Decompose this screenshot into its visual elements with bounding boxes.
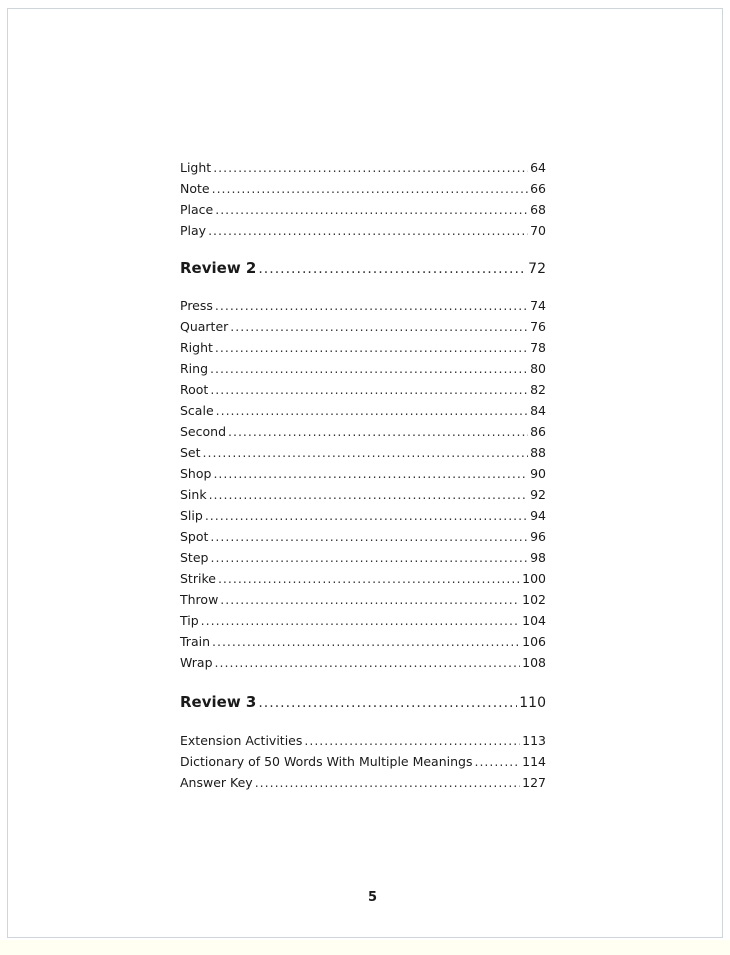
toc-leader-dots [228,424,528,439]
toc-entry-title: Dictionary of 50 Words With Multiple Meanings [180,754,473,769]
toc-group-3 [180,733,546,796]
toc-entry-page: 76 [530,319,546,334]
toc-entry-title: Sink [180,487,207,502]
toc-entry[interactable] [180,319,546,340]
toc-entry[interactable] [180,508,546,529]
toc-entry-page: 74 [530,298,546,313]
page-number: 5 [368,890,378,905]
toc-entry-page: 66 [530,181,546,196]
toc-entry-title: Set [180,445,201,460]
toc-entry[interactable] [180,340,546,361]
toc-entry[interactable] [180,403,546,424]
toc-leader-dots [218,571,520,586]
toc-leader-dots [230,319,528,334]
toc-entry-title: Place [180,202,214,217]
toc-entry[interactable] [180,655,546,676]
toc-leader-dots [208,223,528,238]
toc-leader-dots [213,160,528,175]
toc-entry-title: Scale [180,403,214,418]
toc-leader-dots [212,634,520,649]
toc-entry-title: Review 2 [180,259,257,277]
viewer-bottom-strip [0,940,730,955]
toc-review-2 [180,259,546,283]
toc-leader-dots [220,592,520,607]
toc-entry[interactable] [180,571,546,592]
toc-leader-dots [209,487,529,502]
toc-group-1 [180,160,546,244]
toc-entry-page: 78 [530,340,546,355]
toc-entry[interactable] [180,775,546,796]
toc-entry-page: 82 [530,382,546,397]
toc-entry-page: 64 [530,160,546,175]
toc-entry[interactable] [180,487,546,508]
toc-entry-review-2[interactable] [180,259,546,283]
toc-entry-title: Right [180,340,213,355]
toc-entry-title: Wrap [180,655,213,670]
toc-entry[interactable] [180,733,546,754]
toc-entry-title: Ring [180,361,209,376]
toc-leader-dots [215,340,528,355]
toc-entry-title: Extension Activities [180,733,303,748]
toc-entry-page: 90 [530,466,546,481]
toc-entry-page: 68 [530,202,546,217]
toc-entry-title: Quarter [180,319,229,334]
toc-entry-title: Train [180,634,210,649]
toc-entry[interactable] [180,466,546,487]
toc-entry-page: 104 [522,613,546,628]
toc-leader-dots [304,733,520,748]
toc-entry-page: 100 [522,571,546,586]
toc-entry-page: 108 [522,655,546,670]
toc-leader-dots [215,202,528,217]
toc-leader-dots [210,382,528,397]
toc-entry-title: Review 3 [180,693,257,711]
toc-entry[interactable] [180,634,546,655]
toc-entry-title: Note [180,181,210,196]
toc-leader-dots [258,695,517,711]
toc-entry-title: Play [180,223,207,238]
toc-entry-page: 94 [530,508,546,523]
toc-entry[interactable] [180,529,546,550]
toc-entry-title: Spot [180,529,209,544]
toc-entry[interactable] [180,592,546,613]
toc-entry-title: Second [180,424,227,439]
toc-entry[interactable] [180,160,546,181]
toc-review-3 [180,693,546,717]
toc-entry-page: 98 [530,550,546,565]
toc-leader-dots [210,361,528,376]
toc-leader-dots [213,466,528,481]
toc-group-2 [180,298,546,676]
toc-entry-title: Throw [180,592,219,607]
toc-entry-title: Root [180,382,209,397]
toc-entry-page: 102 [522,592,546,607]
toc-entry-title: Shop [180,466,212,481]
toc-entry-page: 70 [530,223,546,238]
toc-entry-review-3[interactable] [180,693,546,717]
toc-entry-page: 84 [530,403,546,418]
toc-entry[interactable] [180,202,546,223]
toc-leader-dots [201,613,520,628]
toc-entry[interactable] [180,361,546,382]
toc-entry-page: 80 [530,361,546,376]
toc-entry[interactable] [180,298,546,319]
toc-entry-page: 92 [530,487,546,502]
toc-entry[interactable] [180,223,546,244]
toc-leader-dots [205,508,528,523]
toc-entry-page: 72 [528,261,546,277]
toc-leader-dots [255,775,520,790]
toc-entry[interactable] [180,382,546,403]
toc-entry-page: 96 [530,529,546,544]
toc-leader-dots [212,181,529,196]
toc-entry-title: Press [180,298,213,313]
toc-leader-dots [474,754,520,769]
toc-entry-title: Step [180,550,209,565]
toc-leader-dots [215,298,528,313]
toc-entry[interactable] [180,445,546,466]
toc-leader-dots [215,655,521,670]
toc-entry[interactable] [180,613,546,634]
toc-leader-dots [203,445,529,460]
toc-leader-dots [216,403,528,418]
toc-leader-dots [258,261,526,277]
toc-entry[interactable] [180,424,546,445]
toc-entry-title: Tip [180,613,199,628]
toc-entry-page: 106 [522,634,546,649]
toc-entry-page: 113 [522,733,546,748]
toc-entry-page: 110 [519,695,546,711]
toc-entry[interactable] [180,181,546,202]
toc-entry-page: 86 [530,424,546,439]
toc-leader-dots [210,550,528,565]
toc-entry-title: Strike [180,571,216,586]
toc-leader-dots [210,529,528,544]
toc-entry-page: 88 [530,445,546,460]
toc-entry-title: Light [180,160,212,175]
toc-entry-page: 127 [522,775,546,790]
toc-entry[interactable] [180,550,546,571]
toc-entry-title: Slip [180,508,203,523]
toc-entry-title: Answer Key [180,775,253,790]
toc-entry[interactable] [180,754,546,775]
toc-entry-page: 114 [522,754,546,769]
